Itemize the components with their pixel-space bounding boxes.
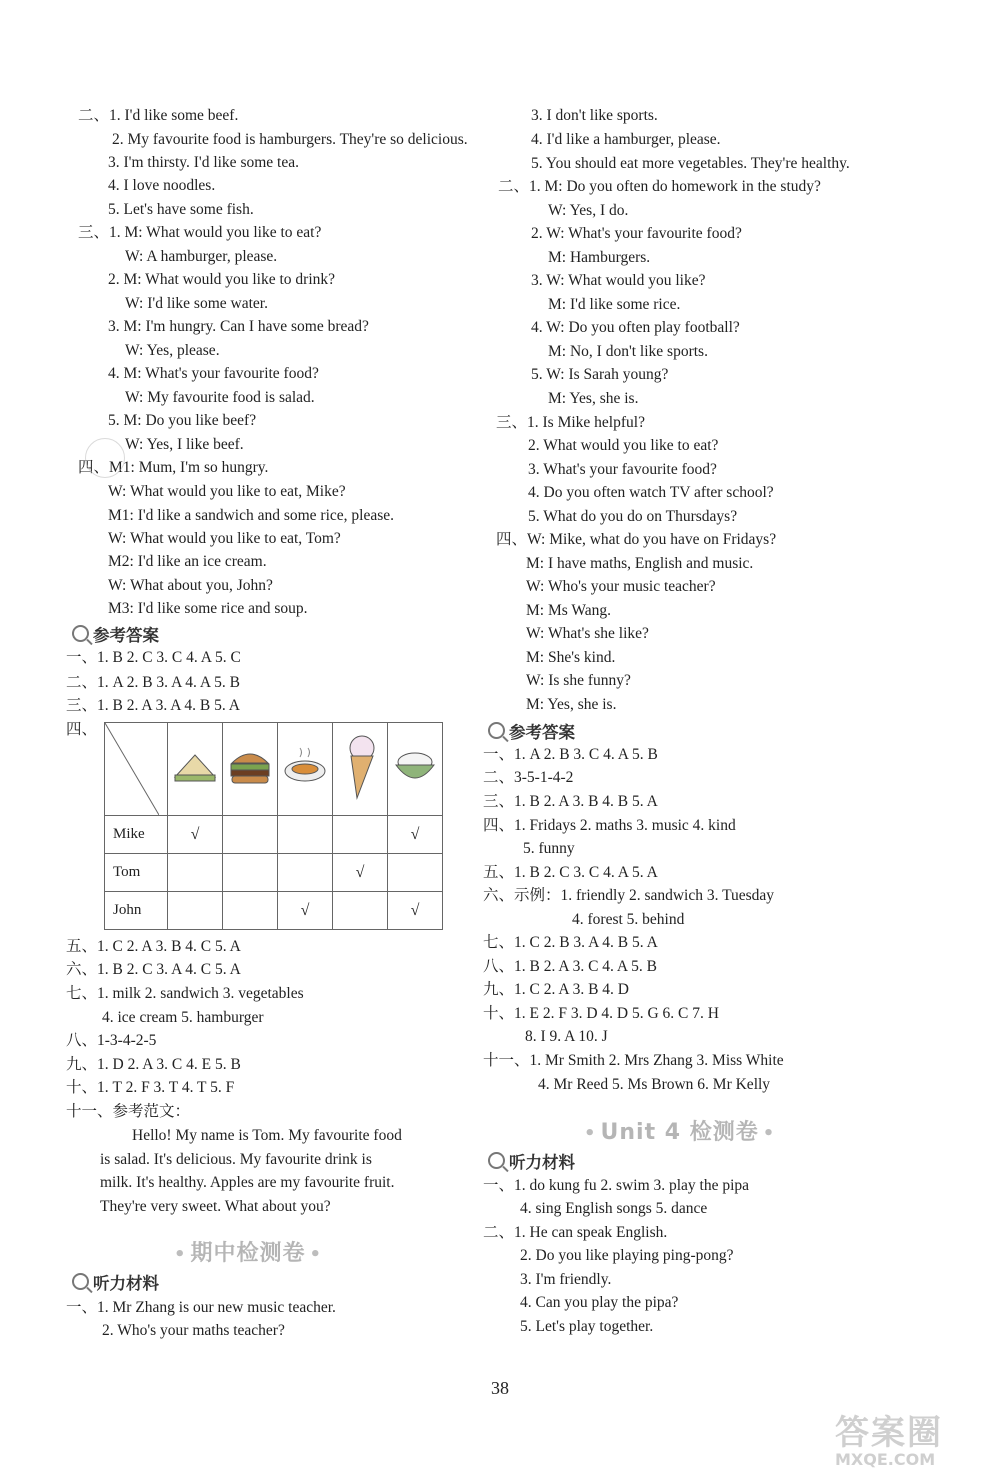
check-cell: √ — [333, 854, 388, 892]
text-line: 3. I'm friendly. — [520, 1271, 612, 1288]
text-line: 4. ice cream 5. hamburger — [102, 1009, 264, 1026]
text-line: 三、1. B 2. A 3. B 4. B 5. A — [483, 793, 658, 810]
text-line: 2. My favourite food is hamburgers. They're so delicious. — [112, 131, 468, 148]
text-line: W: My favourite food is salad. — [125, 389, 315, 406]
check-cell: √ — [168, 816, 223, 854]
row-name: Mike — [105, 816, 168, 854]
text-line: 2. Who's your maths teacher? — [102, 1322, 285, 1339]
text-line: 十一、参考范文： — [66, 1103, 191, 1120]
text-line: 五、1. C 2. A 3. B 4. C 5. A — [66, 938, 241, 955]
text-line: 3. W: What would you like? — [531, 272, 706, 289]
soup-icon — [278, 723, 333, 816]
text-line: 十一、1. Mr Smith 2. Mrs Zhang 3. Miss White — [483, 1052, 784, 1069]
sandwich-icon — [168, 723, 223, 816]
check-cell — [388, 854, 443, 892]
text-line: 二、1. A 2. B 3. A 4. A 5. B — [66, 674, 240, 691]
text-line: 5. W: Is Sarah young? — [531, 366, 669, 383]
text-line: W: Yes, I do. — [548, 202, 629, 219]
text-line: milk. It's healthy. Apples are my favourite fruit. — [100, 1174, 395, 1191]
text-line: is salad. It's delicious. My favourite drink is — [100, 1151, 372, 1168]
text-line: W: A hamburger, please. — [125, 248, 278, 265]
text-line: 2. What would you like to eat? — [528, 437, 719, 454]
text-line: 一、1. A 2. B 3. C 4. A 5. B — [483, 746, 658, 763]
text-line: 二、3-5-1-4-2 — [483, 769, 574, 786]
text-line: 4. M: What's your favourite food? — [108, 365, 319, 382]
text-line: 二、1. I'd like some beef. — [78, 107, 239, 124]
answers-heading-right: 参考答案 — [488, 719, 575, 743]
text-line: 5. Let's have some fish. — [108, 201, 254, 218]
check-cell — [333, 816, 388, 854]
text-line: 三、1. B 2. A 3. A 4. B 5. A — [66, 697, 240, 714]
text-line: W: What would you like to eat, Tom? — [108, 530, 341, 547]
magnifier-icon — [72, 625, 89, 642]
text-line: W: What's she like? — [526, 625, 649, 642]
text-line: They're very sweet. What about you? — [100, 1198, 331, 1215]
row-name: Tom — [105, 854, 168, 892]
text-line: 八、1. B 2. A 3. C 4. A 5. B — [483, 958, 657, 975]
rice-icon — [388, 723, 443, 816]
check-cell — [223, 816, 278, 854]
text-line: M: Hamburgers. — [548, 249, 651, 266]
table-row — [105, 892, 443, 930]
text-line: M: No, I don't like sports. — [548, 343, 708, 360]
text-line: 四、1. Fridays 2. maths 3. music 4. kind — [483, 817, 736, 834]
text-line: 一、1. B 2. C 3. C 4. A 5. C — [66, 649, 241, 666]
midterm-title: • 期中检测卷 • — [174, 1241, 323, 1266]
text-line: M2: I'd like an ice cream. — [108, 553, 267, 570]
text-line: 二、1. He can speak English. — [483, 1224, 668, 1241]
answers-heading-left: 参考答案 — [72, 622, 159, 646]
text-line: W: I'd like some water. — [125, 295, 268, 312]
check-cell — [168, 892, 223, 930]
text-line: 3. I'm thirsty. I'd like some tea. — [108, 154, 299, 171]
magnifier-icon — [488, 1152, 505, 1169]
text-line: W: What about you, John? — [108, 577, 273, 594]
text-line: 十、1. E 2. F 3. D 4. D 5. G 6. C 7. H — [483, 1005, 719, 1022]
check-cell: √ — [388, 892, 443, 930]
text-line: M: She's kind. — [526, 649, 616, 666]
text-line: 六、1. B 2. C 3. A 4. C 5. A — [66, 961, 241, 978]
text-line: 8. I 9. A 10. J — [525, 1028, 608, 1045]
check-cell: √ — [278, 892, 333, 930]
text-line: 4. I love noodles. — [108, 177, 216, 194]
text-line: 七、1. C 2. B 3. A 4. B 5. A — [483, 934, 658, 951]
text-line: M1: I'd like a sandwich and some rice, please. — [108, 507, 395, 524]
check-cell: √ — [388, 816, 443, 854]
ice-cream-icon — [333, 723, 388, 816]
watermark-logo — [835, 1405, 995, 1467]
text-line: W: Yes, please. — [125, 342, 220, 359]
magnifier-icon — [488, 722, 505, 739]
text-line: M: I'd like some rice. — [548, 296, 681, 313]
text-line: 5. Let's play together. — [520, 1318, 654, 1335]
text-line: 七、1. milk 2. sandwich 3. vegetables — [66, 985, 304, 1002]
text-line: 十、1. T 2. F 3. T 4. T 5. F — [66, 1079, 235, 1096]
text-line: W: Is she funny? — [526, 672, 631, 689]
text-line: 六、示例：1. friendly 2. sandwich 3. Tuesday — [483, 887, 775, 904]
text-line: 一、1. Mr Zhang is our new music teacher. — [66, 1299, 336, 1316]
text-line: 2. Do you like playing ping-pong? — [520, 1247, 734, 1264]
text-line: 四、W: Mike, what do you have on Fridays? — [496, 531, 777, 548]
text-line: 八、1-3-4-2-5 — [66, 1032, 157, 1049]
text-line: 4. W: Do you often play football? — [531, 319, 740, 336]
text-line: 九、1. D 2. A 3. C 4. E 5. B — [66, 1056, 241, 1073]
magnifier-icon — [72, 1273, 89, 1290]
text-line: 3. M: I'm hungry. Can I have some bread? — [108, 318, 369, 335]
text-line: Hello! My name is Tom. My favourite food — [132, 1127, 402, 1144]
watermark-url: MXQE.COM — [835, 1450, 936, 1469]
table-row — [105, 816, 443, 854]
text-line: M: I have maths, English and music. — [526, 555, 754, 572]
text-line: M: Yes, she is. — [548, 390, 639, 407]
text-line: 4. I'd like a hamburger, please. — [531, 131, 721, 148]
listening-heading-right: 听力材料 — [488, 1149, 575, 1173]
text-line: 三、1. M: What would you like to eat? — [78, 224, 322, 241]
stamp-mark — [85, 438, 125, 478]
text-line: M3: I'd like some rice and soup. — [108, 600, 308, 617]
text-line: 二、1. M: Do you often do homework in the study? — [498, 178, 821, 195]
table-row — [105, 854, 443, 892]
text-line: 5. What do you do on Thursdays? — [528, 508, 738, 525]
text-line: 2. W: What's your favourite food? — [531, 225, 742, 242]
check-cell — [168, 854, 223, 892]
hamburger-icon — [223, 723, 278, 816]
check-cell — [278, 816, 333, 854]
row-name: John — [105, 892, 168, 930]
text-line: 5. You should eat more vegetables. They're healthy. — [531, 155, 850, 172]
text-line: M: Ms Wang. — [526, 602, 612, 619]
text-line: W: What would you like to eat, Mike? — [108, 483, 346, 500]
text-line: 九、1. C 2. A 3. B 4. D — [483, 981, 629, 998]
text-line: 4. Do you often watch TV after school? — [528, 484, 774, 501]
text-line: 2. M: What would you like to drink? — [108, 271, 336, 288]
check-cell — [278, 854, 333, 892]
listening-heading-left: 听力材料 — [72, 1270, 159, 1294]
text-line: 4. sing English songs 5. dance — [520, 1200, 708, 1217]
text-line: 4. Can you play the pipa? — [520, 1294, 679, 1311]
text-line: 3. What's your favourite food? — [528, 461, 717, 478]
text-line: 4. forest 5. behind — [572, 911, 685, 928]
text-line: M: Yes, she is. — [526, 696, 617, 713]
diagonal-line — [105, 723, 159, 815]
page-number: 38 — [491, 1378, 509, 1398]
text-line: 4. Mr Reed 5. Ms Brown 6. Mr Kelly — [538, 1076, 771, 1093]
table-corner-cell — [105, 723, 168, 816]
text-line: 3. I don't like sports. — [531, 107, 658, 124]
check-cell — [223, 854, 278, 892]
text-line: W: Yes, I like beef. — [125, 436, 244, 453]
text-line: 四、 — [66, 721, 98, 738]
text-line: 一、1. do kung fu 2. swim 3. play the pipa — [483, 1177, 750, 1194]
text-line: 五、1. B 2. C 3. C 4. A 5. A — [483, 864, 658, 881]
text-line: 四、M1: Mum, I'm so hungry. — [78, 459, 269, 476]
text-line: 5. funny — [523, 840, 575, 857]
check-cell — [223, 892, 278, 930]
text-line: 5. M: Do you like beef? — [108, 412, 257, 429]
unit4-title: • Unit 4 检测卷 • — [584, 1120, 776, 1145]
text-line: W: Who's your music teacher? — [526, 578, 716, 595]
check-cell — [333, 892, 388, 930]
watermark-text: 答案圈 — [835, 1413, 943, 1453]
text-line: 三、1. Is Mike helpful? — [496, 414, 645, 431]
food-choice-table — [104, 722, 443, 930]
